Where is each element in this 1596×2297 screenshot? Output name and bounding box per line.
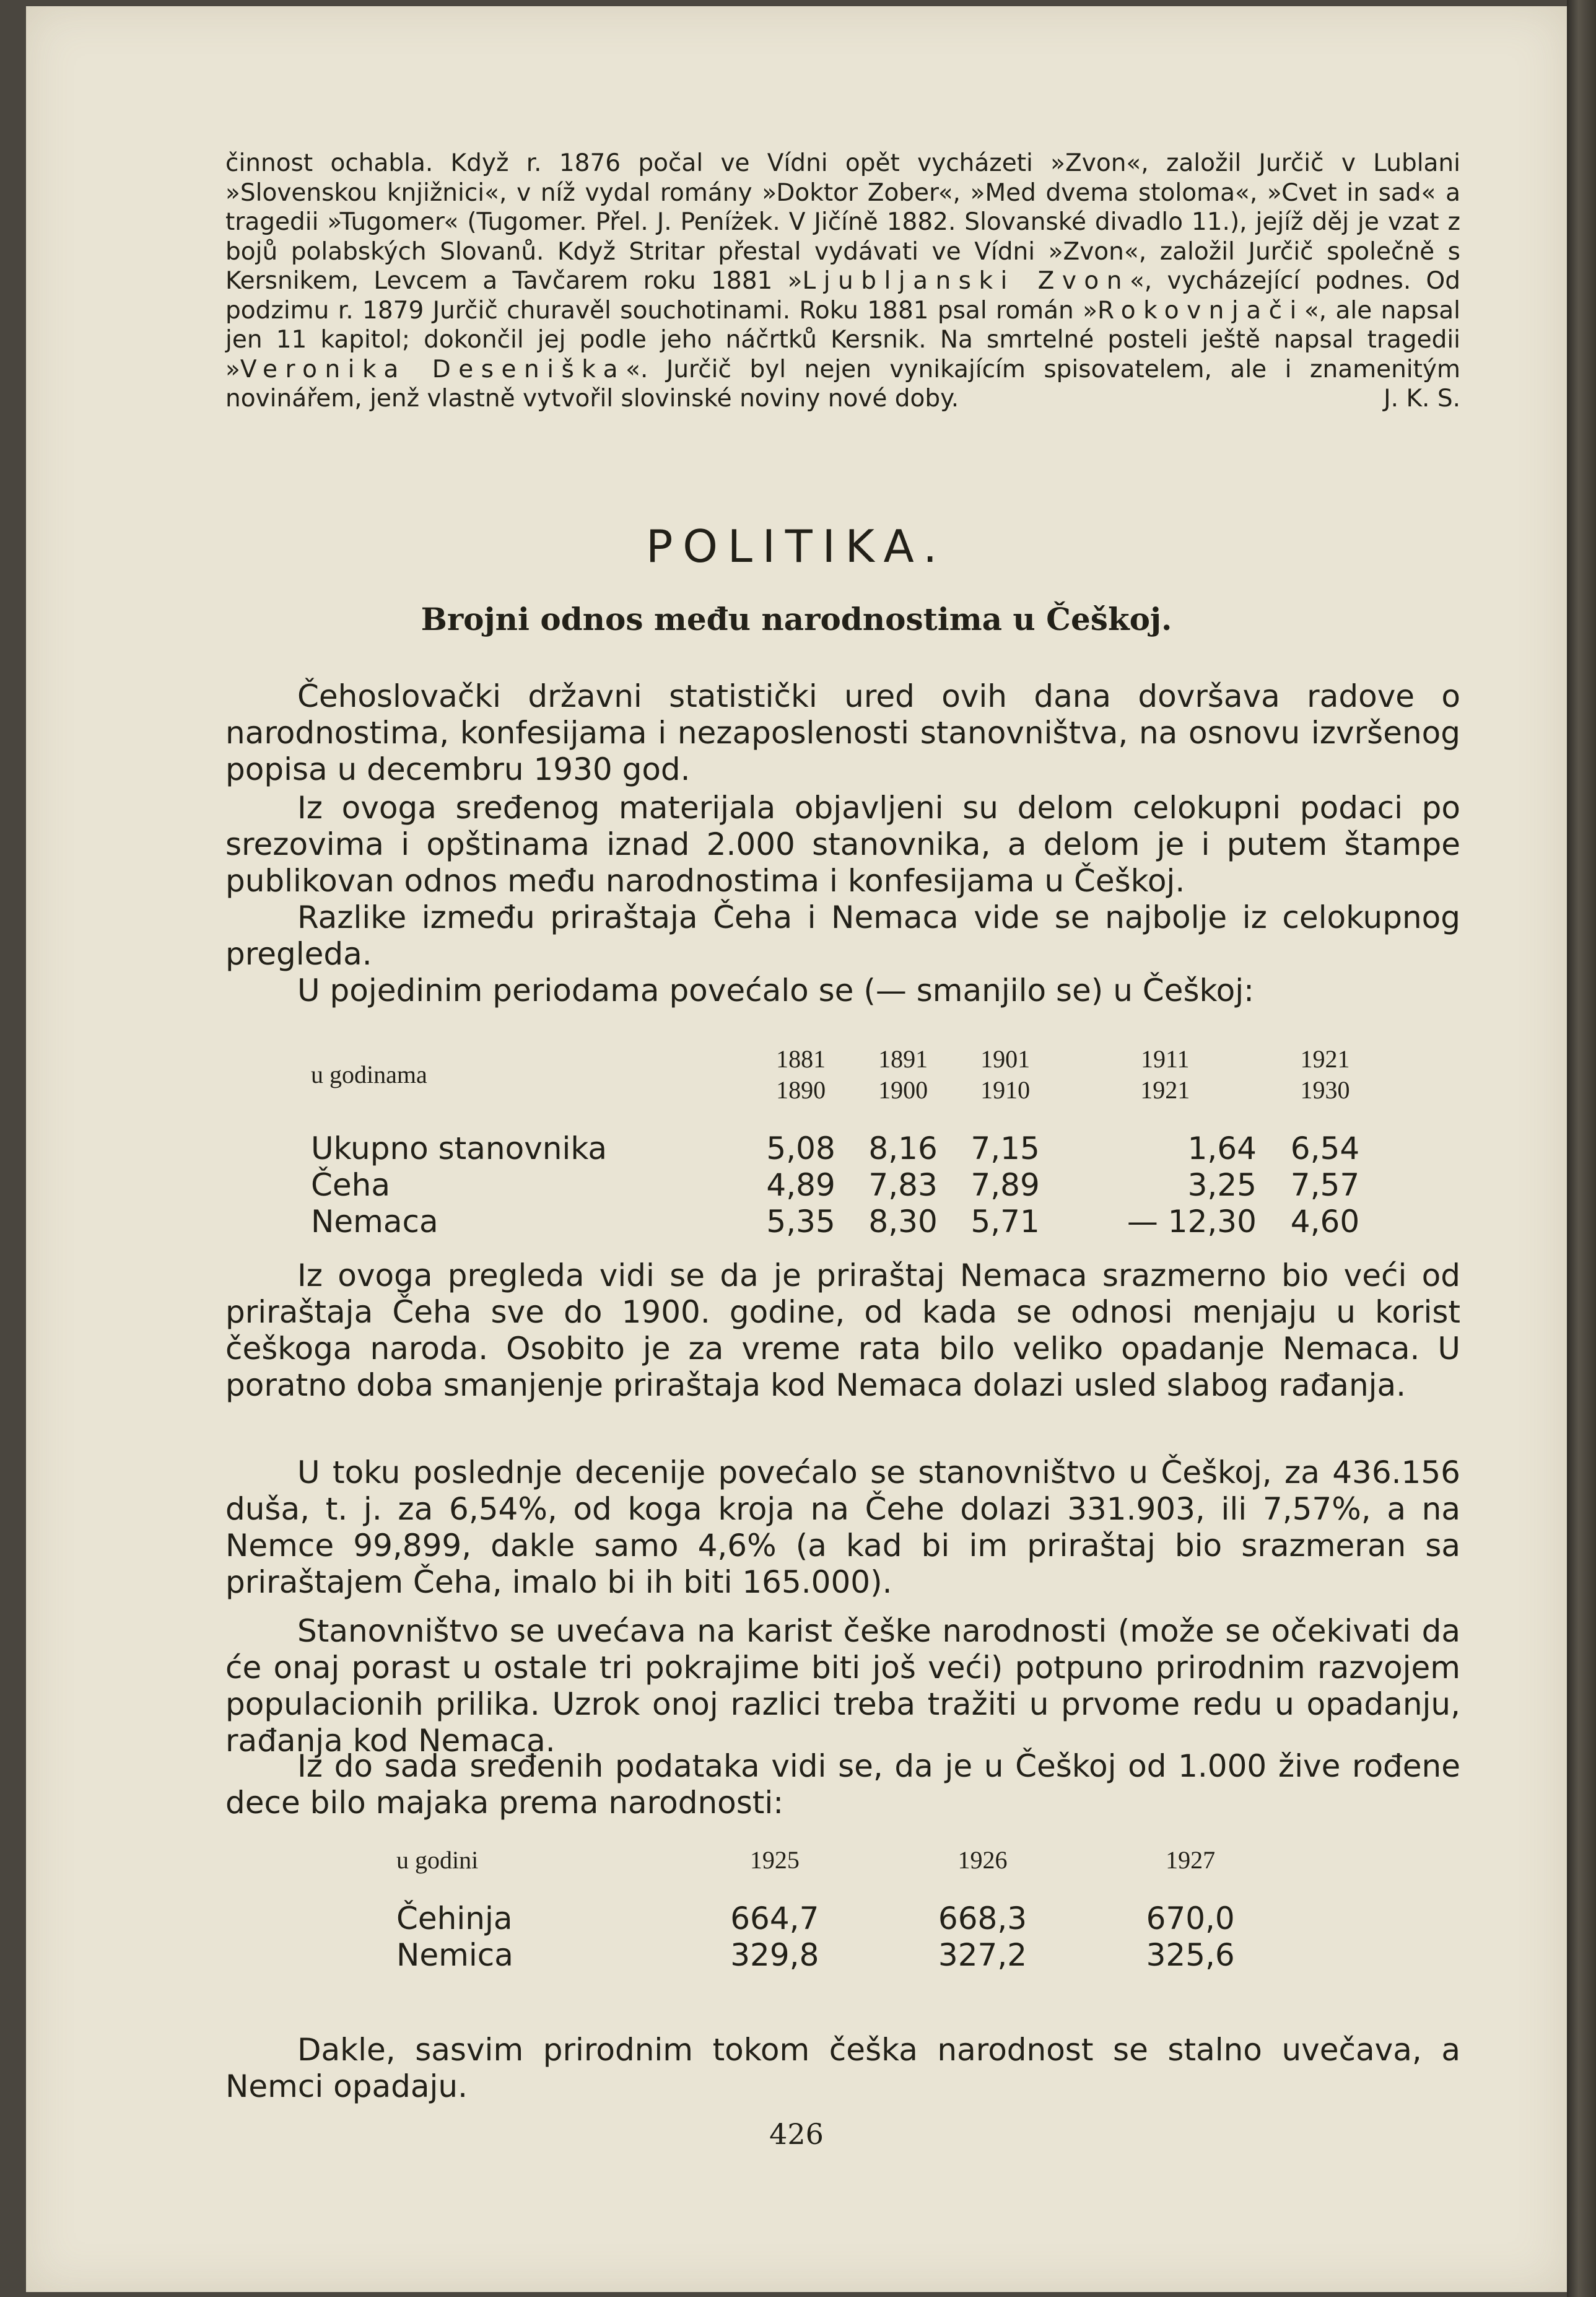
paragraph-last-decade: U toku poslednje decenije povećalo se stanovništvo u Češkoj, za 436.156 duša, t. j. za 6,54%, od koga kroja na Čehe dolazi 331.903, ili 7,57%, a na Nemce 99,899, dakle samo 4,6% (a kad bi im priraštaj bio srazmeran sa priraštajem Čeha, imalo bi ih biti 165.000). [225, 1455, 1460, 1600]
table-cell: 5,08 [766, 1131, 835, 1166]
row-label: Čeha [311, 1167, 391, 1203]
paragraph-periods-intro: U pojedinim periodama povećalo se (— smanjilo se) u Češkoj: [297, 973, 1254, 1008]
table-cell: 670,0 [1146, 1901, 1235, 1936]
biography-text: činnost ochabla. Když r. 1876 počal ve Vídni opět vycházeti »Zvon«, založil Jurčič v Lublani »Slovenskou knjižnici«, v níž vydal romány »Doktor Zober«, »Med dvema stoloma«, »Cvet in sad« a tragedii »Tugomer« (Tugomer. Přel. J. Peníżek. V Jičíně 1882. Slovanské divadlo 11.), jejíž děj je vzat z bojů polabských Slovanů. Když Stritar přestal vydávati ve Vídni »Zvon«, založil Jurčič společně s Kersnikem, Levcem a Tavčarem roku 1881 »Ljubljanski Zvon«, vycházející podnes. Od podzimu r. 1879 Jurčič churavěl souchotinami. Roku 1881 psal román »Rokovnjači«, ale napsal jen 11 kapitol; dokončil jej podle jeho náčrtků Kersnik. Na smrtelné posteli ještě napsal tragedii »Veronika Deseniška«. Jurčič byl nejen vynikajícím spisovatelem, ale i znamenitým novinářem, jenž vlastně vytvořil slovinské noviny nové doby. J. K. S. [225, 149, 1460, 413]
table-row [311, 1204, 1376, 1240]
table-cell: 5,35 [766, 1204, 835, 1240]
table-row [396, 1937, 1294, 1974]
table-header-row [311, 1044, 1376, 1131]
article-title: Brojni odnos među narodnostima u Češkoj. [421, 601, 1172, 637]
paragraph-births-intro: Iz do sada sređenih podataka vidi se, da je u Češkoj od 1.000 žive rođene dece bilo majaka prema narodnosti: [225, 1748, 1460, 1821]
table-cell: 327,2 [938, 1937, 1027, 1973]
table-cell: 7,83 [868, 1167, 938, 1203]
period-header: 1881 1890 [776, 1045, 826, 1104]
year-header: 1927 [1166, 1846, 1216, 1874]
table-cell: 5,71 [970, 1204, 1040, 1240]
book-spine [1567, 0, 1596, 2297]
table-cell: 7,15 [970, 1131, 1040, 1166]
book-page [26, 6, 1567, 2292]
table-cell: 7,89 [970, 1167, 1040, 1203]
header-label: u godinama [311, 1061, 427, 1088]
section-title: POLITIKA. [645, 520, 948, 572]
table-cell: 329,8 [730, 1937, 819, 1973]
table-cell: 6,54 [1290, 1131, 1360, 1166]
table-cell: — 12,30 [1127, 1204, 1257, 1240]
tragedy-title: Veronika Deseniška [240, 355, 626, 383]
paragraph-differences: Razlike između priraštaja Čeha i Nemaca vide se najbolje iz celokupnog pregleda. [225, 899, 1460, 972]
table-cell: 4,60 [1290, 1204, 1360, 1240]
row-label: Nemica [396, 1937, 513, 1973]
header-label: u godini [396, 1846, 479, 1874]
paragraph-census: Čehoslovački državni statistički ured ovih dana dovršava radove o narodnostima, konfesijama i nezaposlenosti stanovništva, na osnovu izvršenog popisa u decembru 1930 god. [225, 678, 1460, 787]
table-cell: 7,57 [1290, 1167, 1360, 1203]
paragraph-growth-cause: Stanovništvo se uvećava na karist češke narodnosti (može se očekivati da će onaj porast u ostale tri pokrajime biti još veći) potpuno prirodnim razvojem populacionih prilika. Uzrok onoj razlici treba tražiti u prvome redu u opadanju, rađanja kod Nemaca. [225, 1613, 1460, 1759]
row-label: Nemaca [311, 1204, 438, 1240]
period-header: 1891 1900 [878, 1045, 928, 1104]
row-label: Čehinja [396, 1901, 513, 1936]
population-growth-table [311, 1044, 1376, 1240]
paragraph-conclusion: Dakle, sasvim prirodnim tokom češka narodnost se stalno uvečava, a Nemci opadaju. [225, 2032, 1460, 2104]
table-header-row [396, 1845, 1294, 1901]
table-cell: 664,7 [730, 1901, 819, 1936]
author-signature: J. K. S. [1384, 385, 1460, 413]
paragraph-material: Iz ovoga sređenog materijala objavljeni su delom celokupni podaci po srezovima i opštinama iznad 2.000 stanovnika, a delom je i putem štampe publikovan odnos među narodnostima i konfesijama u Češkoj. [225, 790, 1460, 899]
row-label: Ukupno stanovnika [311, 1131, 608, 1166]
table-cell: 668,3 [938, 1901, 1027, 1936]
paragraph-analysis: Iz ovoga pregleda vidi se da je priraštaj Nemaca srazmerno bio veći od priraštaja Čeha sve do 1900. godine, od kada se odnosi menjaju u korist češkoga naroda. Osobito je za vreme rata bilo veliko opadanje Nemaca. U poratno doba smanjenje priraštaja kod Nemaca dolazi usled slabog rađanja. [225, 1258, 1460, 1403]
period-header: 1911 1921 [1140, 1045, 1190, 1104]
table-row [396, 1901, 1294, 1937]
table-cell: 4,89 [766, 1167, 835, 1203]
table-cell: 8,30 [868, 1204, 938, 1240]
year-header: 1925 [749, 1846, 800, 1874]
table-cell: 3,25 [1187, 1167, 1257, 1203]
table-row [311, 1167, 1376, 1204]
page-number: 426 [769, 2117, 824, 2151]
year-header: 1926 [957, 1846, 1008, 1874]
period-header: 1921 1930 [1300, 1045, 1350, 1104]
novel-title: Rokovnjači [1097, 296, 1304, 325]
table-cell: 8,16 [868, 1131, 938, 1166]
magazine-title: Ljubljanski Zvon [802, 267, 1130, 295]
table-cell: 325,6 [1146, 1937, 1235, 1973]
biography-paragraph [225, 149, 1460, 414]
table-cell: 1,64 [1187, 1131, 1257, 1166]
births-table [396, 1845, 1294, 1974]
table-row [311, 1131, 1376, 1167]
period-header: 1901 1910 [980, 1045, 1031, 1104]
